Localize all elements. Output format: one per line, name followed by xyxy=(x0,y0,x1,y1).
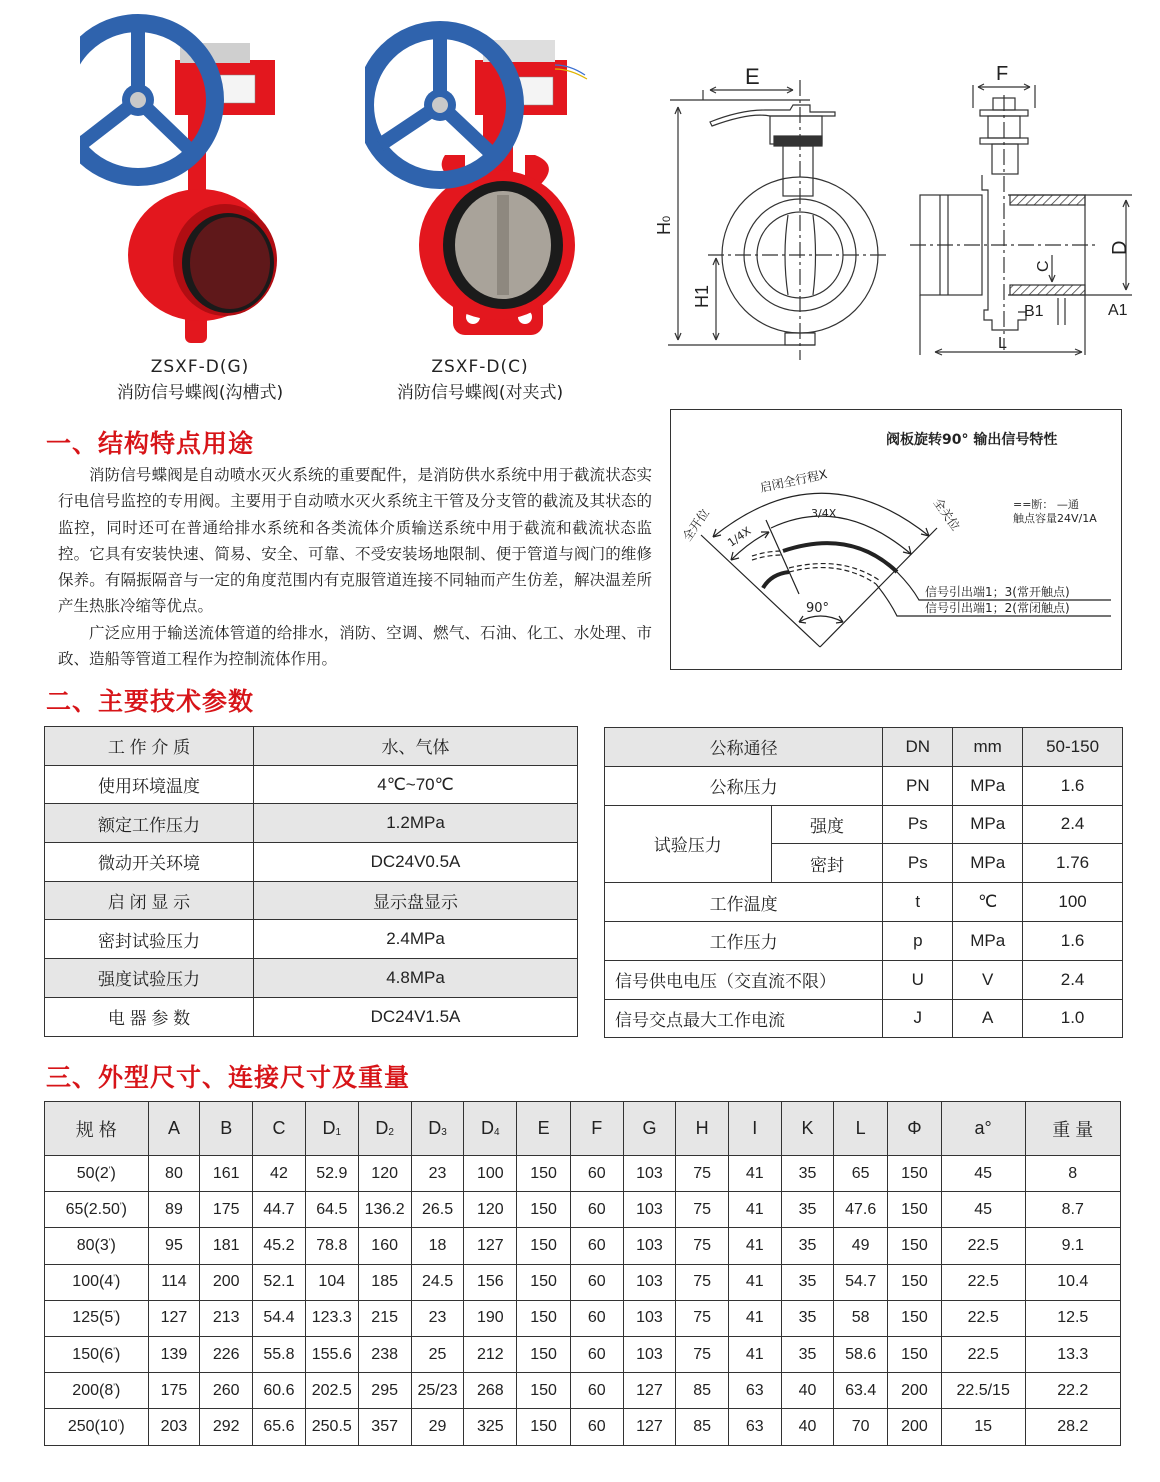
param-value: 显示盘显示 xyxy=(254,881,578,920)
column-header: $D_4$ xyxy=(464,1102,517,1156)
table-row xyxy=(45,1300,1121,1336)
param-value: 1.76 xyxy=(1023,844,1123,883)
quarter-label: 1/4X xyxy=(725,524,754,550)
param-row xyxy=(605,921,1123,960)
param-unit: MPa xyxy=(953,844,1023,883)
size-cell: 100(4') xyxy=(45,1264,149,1300)
legend-line-2: 触点容量24V/1A xyxy=(1013,512,1097,525)
param-value: 水、气体 xyxy=(254,727,578,766)
table-cell: 40 xyxy=(781,1409,834,1445)
table-cell: 35 xyxy=(781,1264,834,1300)
table-cell: 35 xyxy=(781,1228,834,1264)
signal-characteristics-diagram xyxy=(670,409,1122,670)
param-unit: MPa xyxy=(953,766,1023,805)
param-symbol: DN xyxy=(883,728,953,767)
table-cell: 103 xyxy=(623,1192,676,1228)
table-cell: 139 xyxy=(148,1336,200,1372)
table-cell: 52.1 xyxy=(253,1264,306,1300)
column-header: A xyxy=(148,1102,200,1156)
table-cell: 75 xyxy=(676,1228,729,1264)
full-close-label: 全关位 xyxy=(930,495,963,534)
param-label: 使用环境温度 xyxy=(45,765,254,804)
dim-label-F: F xyxy=(996,63,1009,85)
size-cell: 65(2.50') xyxy=(45,1192,149,1228)
table-cell: 357 xyxy=(358,1409,411,1445)
column-header: 重 量 xyxy=(1025,1102,1120,1156)
column-header: I xyxy=(728,1102,781,1156)
table-cell: 215 xyxy=(358,1300,411,1336)
param-label: 工 作 介 质 xyxy=(45,727,254,766)
param-unit: mm xyxy=(953,728,1023,767)
section-heading-features: 一、结构特点用途 xyxy=(46,429,255,458)
column-header: F xyxy=(570,1102,623,1156)
three-quarter-label: 3/4X xyxy=(811,507,837,520)
table-cell: 25/23 xyxy=(411,1373,464,1409)
param-value: 2.4 xyxy=(1023,805,1123,844)
table-cell: 52.9 xyxy=(305,1156,358,1192)
table-cell: 150 xyxy=(888,1336,942,1372)
param-value: DC24V1.5A xyxy=(254,997,578,1036)
table-cell: 155.6 xyxy=(305,1336,358,1372)
table-cell: 35 xyxy=(781,1336,834,1372)
table-cell: 175 xyxy=(148,1373,200,1409)
table-cell: 45 xyxy=(941,1192,1025,1228)
param-label: 公称通径 xyxy=(605,728,883,767)
size-cell: 125(5') xyxy=(45,1300,149,1336)
table-cell: 136.2 xyxy=(358,1192,411,1228)
param-row xyxy=(605,999,1123,1038)
table-cell: 150 xyxy=(888,1228,942,1264)
product-caption-grooved xyxy=(80,354,320,406)
dim-label-C: C xyxy=(1035,260,1052,272)
table-cell: 18 xyxy=(411,1228,464,1264)
table-cell: 23 xyxy=(411,1156,464,1192)
param-value: 100 xyxy=(1023,883,1123,922)
svg-text:H0: H0 xyxy=(654,215,674,235)
table-cell: 103 xyxy=(623,1264,676,1300)
table-cell: 47.6 xyxy=(834,1192,888,1228)
drawing-front-view xyxy=(650,50,900,370)
table-cell: 42 xyxy=(253,1156,306,1192)
param-row xyxy=(605,883,1123,922)
product-caption-wafer xyxy=(360,354,600,406)
table-cell: 150 xyxy=(888,1300,942,1336)
param-unit: MPa xyxy=(953,921,1023,960)
param-unit: ℃ xyxy=(953,883,1023,922)
table-cell: 60 xyxy=(570,1336,623,1372)
table-cell: 103 xyxy=(623,1156,676,1192)
table-cell: 150 xyxy=(517,1336,571,1372)
size-cell: 250(10') xyxy=(45,1409,149,1445)
table-cell: 127 xyxy=(623,1409,676,1445)
table-cell: 213 xyxy=(200,1300,253,1336)
dim-label-D: D xyxy=(1109,240,1131,255)
column-header: G xyxy=(623,1102,676,1156)
column-header: K xyxy=(781,1102,834,1156)
param-row xyxy=(45,843,578,882)
column-header: E xyxy=(517,1102,571,1156)
table-cell: 13.3 xyxy=(1025,1336,1120,1372)
parameters-table-left xyxy=(44,726,578,1037)
product-model: ZSXF-D(C) xyxy=(431,357,529,377)
table-cell: 64.5 xyxy=(305,1192,358,1228)
drawing-side-view xyxy=(900,50,1140,370)
table-cell: 63 xyxy=(728,1373,781,1409)
table-cell: 200 xyxy=(200,1264,253,1300)
param-row xyxy=(45,959,578,998)
param-row xyxy=(605,805,1123,844)
param-symbol: Ps xyxy=(883,844,953,883)
param-row xyxy=(605,960,1123,999)
table-cell: 75 xyxy=(676,1300,729,1336)
product-model: ZSXF-D(G) xyxy=(150,357,250,377)
table-cell: 41 xyxy=(728,1228,781,1264)
table-cell: 28.2 xyxy=(1025,1409,1120,1445)
param-value: 4℃~70℃ xyxy=(254,765,578,804)
table-cell: 78.8 xyxy=(305,1228,358,1264)
table-cell: 202.5 xyxy=(305,1373,358,1409)
param-value: 2.4 xyxy=(1023,960,1123,999)
table-cell: 103 xyxy=(623,1228,676,1264)
product-image-wafer xyxy=(365,5,605,355)
param-label: 强度试验压力 xyxy=(45,959,254,998)
table-cell: 156 xyxy=(464,1264,517,1300)
table-cell: 9.1 xyxy=(1025,1228,1120,1264)
param-row xyxy=(605,728,1123,767)
table-cell: 60 xyxy=(570,1373,623,1409)
table-cell: 75 xyxy=(676,1336,729,1372)
column-header: $D_3$ xyxy=(411,1102,464,1156)
param-symbol: J xyxy=(883,999,953,1038)
param-value: 1.6 xyxy=(1023,921,1123,960)
dim-label-H1: H1 xyxy=(692,284,712,308)
param-value: 50-150 xyxy=(1023,728,1123,767)
size-cell: 50(2') xyxy=(45,1156,149,1192)
table-row xyxy=(45,1336,1121,1372)
table-cell: 200 xyxy=(888,1409,942,1445)
table-cell: 41 xyxy=(728,1156,781,1192)
table-cell: 8 xyxy=(1025,1156,1120,1192)
param-symbol: U xyxy=(883,960,953,999)
table-cell: 58.6 xyxy=(834,1336,888,1372)
table-cell: 65 xyxy=(834,1156,888,1192)
table-cell: 104 xyxy=(305,1264,358,1300)
dim-label-B1: B1 xyxy=(1024,303,1044,320)
table-cell: 238 xyxy=(358,1336,411,1372)
dim-label-A1: A1 xyxy=(1108,302,1128,319)
table-cell: 160 xyxy=(358,1228,411,1264)
param-label: 试验压力 xyxy=(605,805,772,883)
table-cell: 60 xyxy=(570,1228,623,1264)
table-cell: 35 xyxy=(781,1156,834,1192)
table-cell: 325 xyxy=(464,1409,517,1445)
table-cell: 161 xyxy=(200,1156,253,1192)
table-cell: 150 xyxy=(517,1156,571,1192)
table-cell: 44.7 xyxy=(253,1192,306,1228)
table-cell: 150 xyxy=(888,1264,942,1300)
table-cell: 40 xyxy=(781,1373,834,1409)
column-header: $D_2$ xyxy=(358,1102,411,1156)
table-cell: 150 xyxy=(517,1409,571,1445)
table-cell: 95 xyxy=(148,1228,200,1264)
size-cell: 150(6') xyxy=(45,1336,149,1372)
paragraph: 消防信号蝶阀是自动喷水灭火系统的重要配件，是消防供水系统中用于截流状态实行电信号监控的专用阀。主要用于自动喷水灭火系统主干管及分支管的截流及其状态的监控，同时还可在普通给排水系统和各类流体介质输送系统中用于截流和截流状态监控。它具有安装快速、简易、安全、可靠、不受安装场地限制、便于管道与阀门的维修保养。有隔振隔音与一定的角度范围内有克服管道连接不同轴而产生仿差，解决温差所产生热胀冷缩等优点。 xyxy=(58,466,652,616)
table-cell: 22.5 xyxy=(941,1228,1025,1264)
param-label: 密封试验压力 xyxy=(45,920,254,959)
legend-line-1: ==断： —通 xyxy=(1013,498,1079,511)
product-image-grooved xyxy=(80,5,320,355)
column-header: C xyxy=(253,1102,306,1156)
dimensions-header-row xyxy=(45,1102,1121,1156)
table-cell: 123.3 xyxy=(305,1300,358,1336)
table-cell: 25 xyxy=(411,1336,464,1372)
param-label: 工作压力 xyxy=(605,921,883,960)
param-value: 1.6 xyxy=(1023,766,1123,805)
features-description xyxy=(58,462,652,672)
dim-label-L: L xyxy=(998,335,1007,352)
table-cell: 10.4 xyxy=(1025,1264,1120,1300)
table-cell: 22.5 xyxy=(941,1300,1025,1336)
table-cell: 63.4 xyxy=(834,1373,888,1409)
table-cell: 80 xyxy=(148,1156,200,1192)
table-cell: 65.6 xyxy=(253,1409,306,1445)
param-label: 启 闭 显 示 xyxy=(45,881,254,920)
angle-label: 90° xyxy=(806,601,830,616)
dim-label-H0: H xyxy=(654,222,674,235)
table-cell: 85 xyxy=(676,1409,729,1445)
table-row xyxy=(45,1264,1121,1300)
table-cell: 24.5 xyxy=(411,1264,464,1300)
table-cell: 175 xyxy=(200,1192,253,1228)
table-cell: 150 xyxy=(517,1192,571,1228)
size-cell: 80(3') xyxy=(45,1228,149,1264)
param-symbol: p xyxy=(883,921,953,960)
table-cell: 41 xyxy=(728,1192,781,1228)
dim-label-E: E xyxy=(745,64,760,89)
table-cell: 150 xyxy=(517,1228,571,1264)
table-cell: 181 xyxy=(200,1228,253,1264)
table-cell: 292 xyxy=(200,1409,253,1445)
table-cell: 60.6 xyxy=(253,1373,306,1409)
table-cell: 22.5/15 xyxy=(941,1373,1025,1409)
param-symbol: t xyxy=(883,883,953,922)
table-cell: 60 xyxy=(570,1192,623,1228)
param-value: 1.2MPa xyxy=(254,804,578,843)
param-unit: A xyxy=(953,999,1023,1038)
table-cell: 41 xyxy=(728,1300,781,1336)
parameters-table-right xyxy=(604,727,1123,1038)
table-cell: 45.2 xyxy=(253,1228,306,1264)
table-cell: 150 xyxy=(517,1300,571,1336)
param-row xyxy=(45,997,578,1036)
table-row xyxy=(45,1373,1121,1409)
param-unit: V xyxy=(953,960,1023,999)
param-label: 额定工作压力 xyxy=(45,804,254,843)
column-header: Φ xyxy=(888,1102,942,1156)
table-cell: 60 xyxy=(570,1156,623,1192)
param-row xyxy=(45,881,578,920)
output-no-label: 信号引出端1；3(常开触点) xyxy=(925,585,1070,599)
table-cell: 41 xyxy=(728,1264,781,1300)
param-sublabel: 密封 xyxy=(771,844,883,883)
table-cell: 250.5 xyxy=(305,1409,358,1445)
table-cell: 150 xyxy=(517,1264,571,1300)
table-cell: 60 xyxy=(570,1300,623,1336)
table-cell: 103 xyxy=(623,1336,676,1372)
table-cell: 127 xyxy=(623,1373,676,1409)
table-cell: 200 xyxy=(888,1373,942,1409)
dimensions-table xyxy=(44,1101,1121,1446)
column-header: B xyxy=(200,1102,253,1156)
param-label: 公称压力 xyxy=(605,766,883,805)
diagram-title: 阀板旋转90° 输出信号特性 xyxy=(886,432,1058,448)
table-cell: 60 xyxy=(570,1409,623,1445)
full-stroke-label: 启闭全行程X xyxy=(758,467,829,495)
table-cell: 260 xyxy=(200,1373,253,1409)
param-unit: MPa xyxy=(953,805,1023,844)
column-header: 规 格 xyxy=(45,1102,149,1156)
column-header: $D_1$ xyxy=(305,1102,358,1156)
table-cell: 45 xyxy=(941,1156,1025,1192)
param-label: 微动开关环境 xyxy=(45,843,254,882)
table-cell: 35 xyxy=(781,1300,834,1336)
table-cell: 63 xyxy=(728,1409,781,1445)
table-cell: 268 xyxy=(464,1373,517,1409)
table-cell: 8.7 xyxy=(1025,1192,1120,1228)
table-cell: 127 xyxy=(148,1300,200,1336)
table-cell: 60 xyxy=(570,1264,623,1300)
table-cell: 120 xyxy=(464,1192,517,1228)
table-cell: 41 xyxy=(728,1336,781,1372)
table-cell: 55.8 xyxy=(253,1336,306,1372)
param-symbol: PN xyxy=(883,766,953,805)
table-row xyxy=(45,1409,1121,1445)
param-value: 4.8MPa xyxy=(254,959,578,998)
table-cell: 150 xyxy=(888,1156,942,1192)
param-sublabel: 强度 xyxy=(771,805,883,844)
table-cell: 150 xyxy=(888,1192,942,1228)
table-cell: 203 xyxy=(148,1409,200,1445)
param-value: DC24V0.5A xyxy=(254,843,578,882)
param-symbol: Ps xyxy=(883,805,953,844)
param-row xyxy=(45,920,578,959)
param-label: 电 器 参 数 xyxy=(45,997,254,1036)
table-cell: 70 xyxy=(834,1409,888,1445)
table-cell: 75 xyxy=(676,1156,729,1192)
table-row xyxy=(45,1192,1121,1228)
param-row xyxy=(45,727,578,766)
table-cell: 114 xyxy=(148,1264,200,1300)
table-cell: 22.5 xyxy=(941,1264,1025,1300)
column-header: H xyxy=(676,1102,729,1156)
param-row xyxy=(45,804,578,843)
table-cell: 23 xyxy=(411,1300,464,1336)
table-cell: 89 xyxy=(148,1192,200,1228)
param-row xyxy=(605,766,1123,805)
table-row xyxy=(45,1228,1121,1264)
table-cell: 54.4 xyxy=(253,1300,306,1336)
column-header: L xyxy=(834,1102,888,1156)
param-label: 信号供电电压（交直流不限） xyxy=(605,960,883,999)
table-cell: 85 xyxy=(676,1373,729,1409)
section-heading-parameters: 二、主要技术参数 xyxy=(46,687,255,716)
output-nc-label: 信号引出端1；2(常闭触点) xyxy=(925,601,1070,615)
param-value: 2.4MPa xyxy=(254,920,578,959)
param-label: 信号交点最大工作电流 xyxy=(605,999,883,1038)
table-cell: 100 xyxy=(464,1156,517,1192)
product-name: 消防信号蝶阀(对夹式) xyxy=(396,383,564,403)
table-cell: 29 xyxy=(411,1409,464,1445)
table-cell: 295 xyxy=(358,1373,411,1409)
size-cell: 200(8') xyxy=(45,1373,149,1409)
param-label: 工作温度 xyxy=(605,883,883,922)
full-open-label: 全开位 xyxy=(679,506,713,544)
table-cell: 127 xyxy=(464,1228,517,1264)
table-cell: 75 xyxy=(676,1192,729,1228)
param-row xyxy=(45,765,578,804)
table-cell: 54.7 xyxy=(834,1264,888,1300)
table-cell: 120 xyxy=(358,1156,411,1192)
table-cell: 35 xyxy=(781,1192,834,1228)
table-cell: 226 xyxy=(200,1336,253,1372)
param-value: 1.0 xyxy=(1023,999,1123,1038)
table-cell: 185 xyxy=(358,1264,411,1300)
table-cell: 58 xyxy=(834,1300,888,1336)
table-cell: 150 xyxy=(517,1373,571,1409)
section-heading-dimensions: 三、外型尺寸、连接尺寸及重量 xyxy=(46,1063,411,1092)
table-cell: 103 xyxy=(623,1300,676,1336)
table-cell: 190 xyxy=(464,1300,517,1336)
table-cell: 212 xyxy=(464,1336,517,1372)
table-cell: 22.5 xyxy=(941,1336,1025,1372)
table-row xyxy=(45,1156,1121,1192)
table-cell: 12.5 xyxy=(1025,1300,1120,1336)
product-name: 消防信号蝶阀(沟槽式) xyxy=(116,383,284,403)
column-header: a° xyxy=(941,1102,1025,1156)
table-cell: 49 xyxy=(834,1228,888,1264)
table-cell: 15 xyxy=(941,1409,1025,1445)
paragraph: 广泛应用于输送流体管道的给排水，消防、空调、燃气、石油、化工、水处理、市政、造船等管道工程作为控制流体作用。 xyxy=(58,623,652,669)
table-cell: 75 xyxy=(676,1264,729,1300)
table-cell: 26.5 xyxy=(411,1192,464,1228)
table-cell: 22.2 xyxy=(1025,1373,1120,1409)
